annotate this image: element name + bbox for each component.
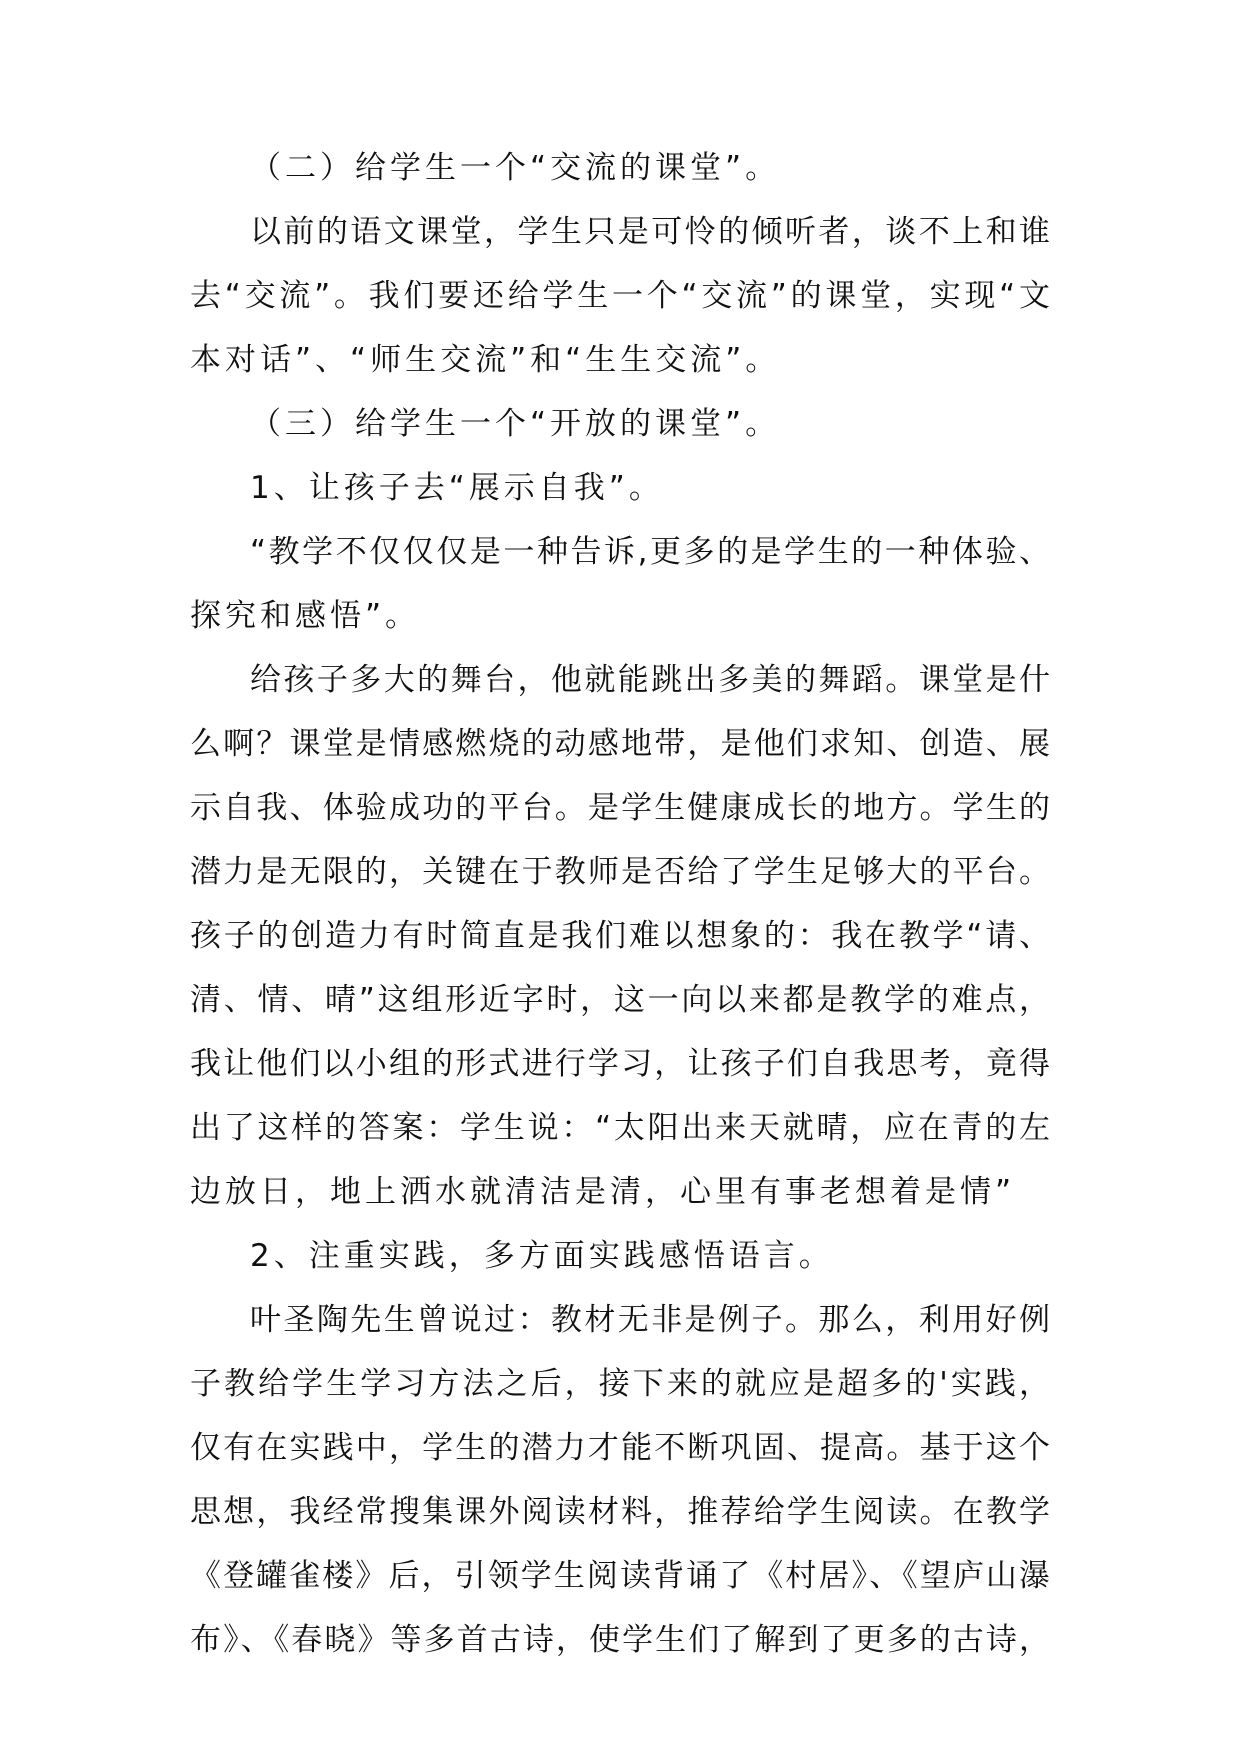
paragraph-line: 思想，我经常搜集课外阅读材料，推荐给学生阅读。在教学: [190, 1494, 1050, 1530]
paragraph-line: 以前的语文课堂，学生只是可怜的倾听者，谈不上和谁: [250, 214, 1050, 250]
quote-line: “教学不仅仅仅是一种告诉,更多的是学生的一种体验、: [250, 534, 1050, 570]
paragraph-line: 么啊？课堂是情感燃烧的动感地带，是他们求知、创造、展: [190, 726, 1050, 762]
paragraph-line: 孩子的创造力有时简直是我们难以想象的：我在教学“请、: [190, 918, 1050, 954]
paragraph-line: 仅有在实践中，学生的潜力才能不断巩固、提高。基于这个: [190, 1430, 1050, 1466]
quote-line: 探究和感悟”。: [190, 598, 421, 634]
subheading-2: 2、注重实践，多方面实践感悟语言。: [250, 1238, 834, 1274]
paragraph-line: 示自我、体验成功的平台。是学生健康成长的地方。学生的: [190, 790, 1050, 826]
paragraph-line: 给孩子多大的舞台，他就能跳出多美的舞蹈。课堂是什: [250, 662, 1050, 698]
paragraph-line: 子教给学生学习方法之后，接下来的就应是超多的'实践，: [190, 1366, 1050, 1402]
paragraph-line: 边放日，地上洒水就清洁是清，心里有事老想着是情”: [190, 1174, 1016, 1210]
paragraph-line: 本对话”、“师生交流”和“生生交流”。: [190, 342, 781, 378]
subheading-1: 1、让孩子去“展示自我”。: [250, 470, 664, 506]
paragraph-line: 去“交流”。我们要还给学生一个“交流”的课堂，实现“文: [190, 278, 1050, 314]
paragraph-line: 出了这样的答案：学生说：“太阳出来天就晴，应在青的左: [190, 1110, 1050, 1146]
paragraph-line: 布》、《春晓》等多首古诗，使学生们了解到了更多的古诗，: [190, 1622, 1050, 1658]
paragraph-line: 清、情、晴”这组形近字时，这一向以来都是教学的难点，: [190, 982, 1050, 1018]
paragraph-line: 潜力是无限的，关键在于教师是否给了学生足够大的平台。: [190, 854, 1050, 890]
paragraph-line: 我让他们以小组的形式进行学习，让孩子们自我思考，竟得: [190, 1046, 1050, 1082]
section-heading-3: （三）给学生一个“开放的课堂”。: [250, 406, 781, 442]
paragraph-line: 叶圣陶先生曾说过：教材无非是例子。那么，利用好例: [250, 1302, 1050, 1338]
section-heading-2: （二）给学生一个“交流的课堂”。: [250, 150, 781, 186]
paragraph-line: 《登罐雀楼》后，引领学生阅读背诵了《村居》、《望庐山瀑: [190, 1558, 1050, 1594]
